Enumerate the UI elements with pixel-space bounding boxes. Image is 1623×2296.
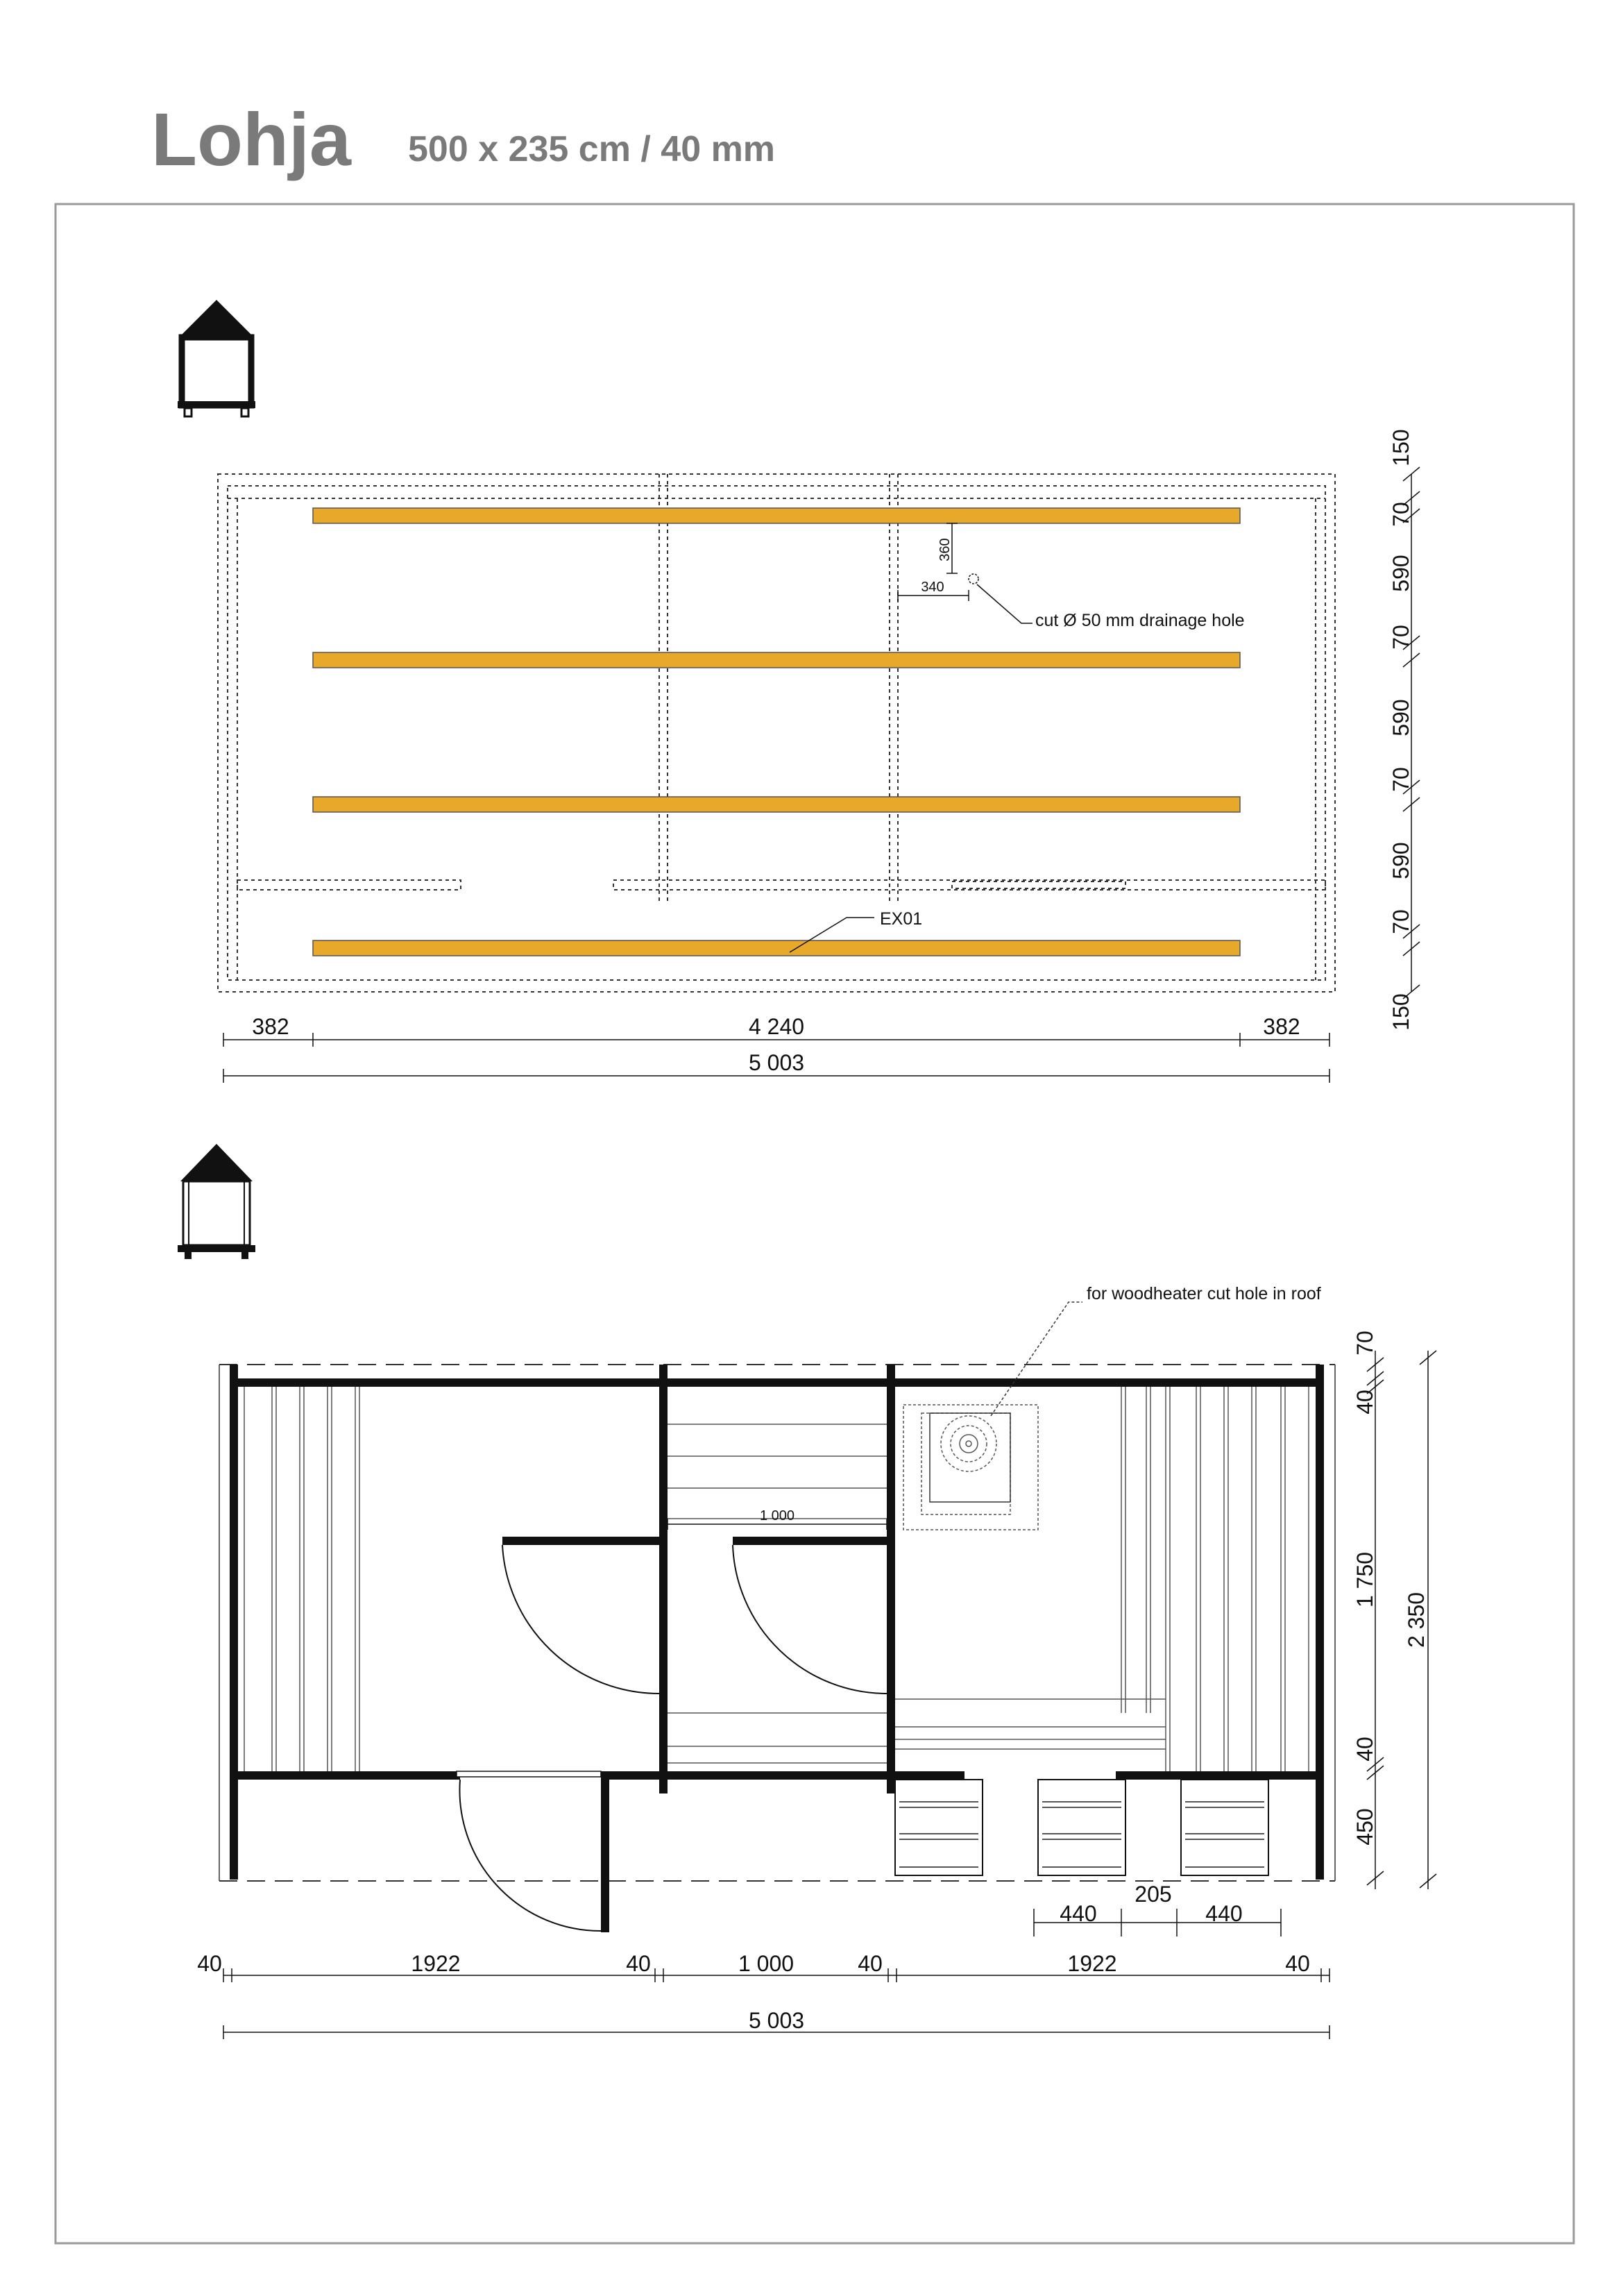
dim-label: 440	[1060, 1901, 1097, 1926]
dim-label: 70	[1388, 909, 1413, 934]
dim-label: 150	[1388, 429, 1413, 466]
dim-label: 450	[1352, 1808, 1377, 1846]
drain-hole	[969, 574, 978, 584]
joist	[313, 652, 1240, 668]
dim-label: 1922	[411, 1951, 461, 1976]
dim-label: 2 350	[1404, 1592, 1429, 1648]
dim-label: 4 240	[748, 1014, 805, 1039]
dim-label: 40	[626, 1951, 651, 1976]
dim-label: 70	[1388, 767, 1413, 792]
house-floor-icon	[178, 300, 255, 416]
floor-plan	[218, 429, 1420, 1083]
drain-note: cut Ø 50 mm drainage hole	[1035, 611, 1245, 630]
dim-label: 590	[1388, 842, 1413, 879]
page-subtitle: 500 x 235 cm / 40 mm	[408, 129, 776, 169]
dim-label: 70	[1352, 1331, 1377, 1356]
joist	[313, 940, 1240, 956]
joist-label: EX01	[880, 909, 923, 929]
dim-label: 1 750	[1352, 1551, 1377, 1608]
dim-label: 150	[1388, 993, 1413, 1031]
house-roof-icon	[178, 1144, 255, 1259]
joist	[313, 797, 1240, 812]
dim-label: 70	[1388, 625, 1413, 650]
dim-label: 590	[1388, 555, 1413, 592]
page-title: Lohja	[151, 97, 351, 181]
dim-label: 70	[1388, 502, 1413, 527]
heater-note: for woodheater cut hole in roof	[1087, 1284, 1321, 1303]
joist	[313, 508, 1240, 523]
dim-label: 382	[252, 1014, 289, 1039]
drain-offset-h: 340	[921, 580, 944, 595]
drain-offset-v: 360	[937, 538, 953, 562]
dim-label: 590	[1388, 699, 1413, 736]
dim-label: 40	[1352, 1390, 1377, 1415]
dim-label: 382	[1263, 1014, 1300, 1039]
corridor-width: 1 000	[759, 1508, 795, 1523]
dim-label: 40	[858, 1951, 883, 1976]
dim-label: 440	[1205, 1901, 1243, 1926]
dim-label: 40	[197, 1951, 222, 1976]
layout-plan	[197, 1284, 1436, 2039]
dim-label: 205	[1135, 1882, 1172, 1907]
dim-label: 1 000	[738, 1951, 794, 1976]
floor-side-dims	[1388, 429, 1420, 1030]
dim-label: 5 003	[748, 2008, 805, 2033]
dim-label: 40	[1285, 1951, 1310, 1976]
dim-label: 1922	[1067, 1951, 1117, 1976]
woodheater	[903, 1405, 1038, 1530]
dim-label: 40	[1352, 1737, 1377, 1762]
dim-label: 5 003	[748, 1050, 805, 1075]
